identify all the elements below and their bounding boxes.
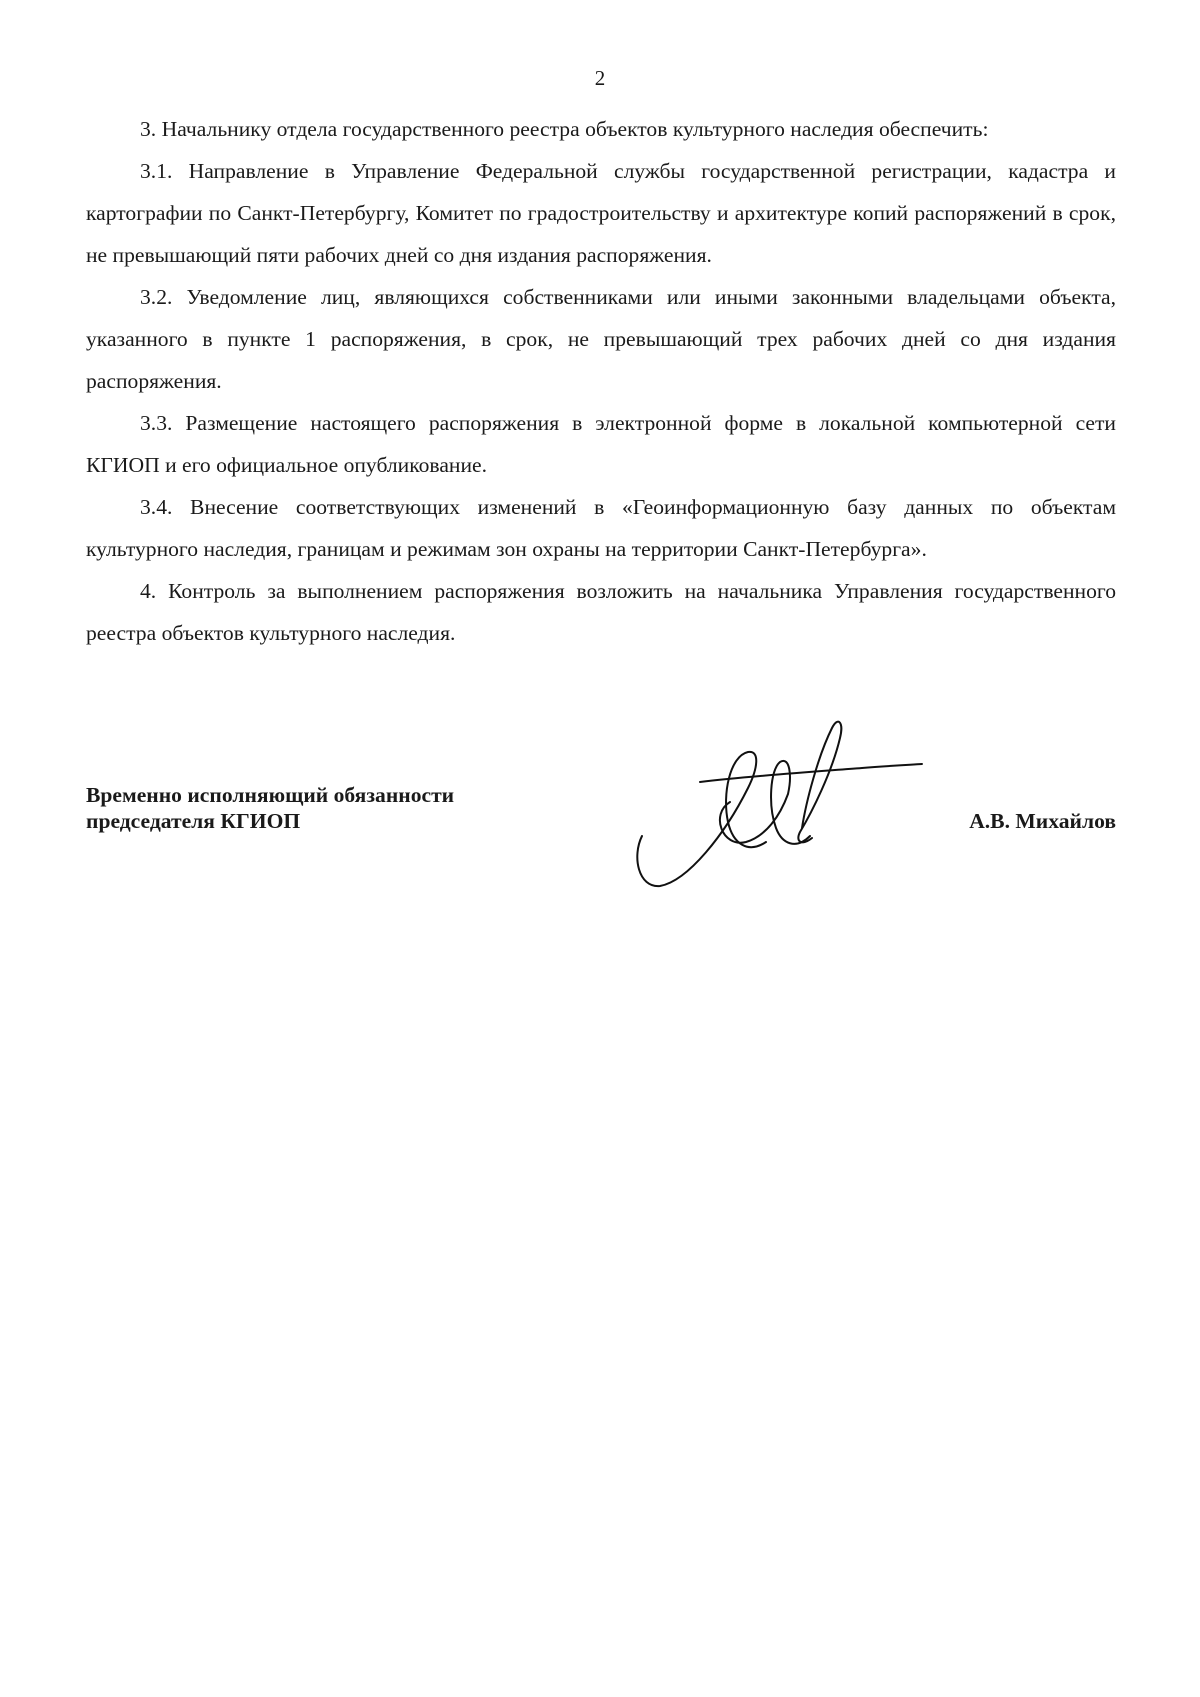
document-body <box>86 108 1116 654</box>
paragraph-4: 4. Контроль за выполнением распоряжения возложить на начальника Управления государственного реестра объектов культурного наследия. <box>86 579 1116 645</box>
paragraph-3-3: 3.3. Размещение настоящего распоряжения в электронной форме в локальной компьютерной сети КГИОП и его официальное опубликование. <box>86 411 1116 477</box>
handwritten-signature <box>630 716 940 891</box>
signatory-name: А.В. Михайлов <box>969 809 1116 833</box>
signatory-title-line1: Временно исполняющий обязанности <box>86 783 455 807</box>
signatory-title-line2: председателя КГИОП <box>86 809 301 833</box>
paragraph-3-2: 3.2. Уведомление лиц, являющихся собственниками или иными законными владельцами объекта, указанного в пункте 1 распоряжения, в срок, не превышающий трех рабочих дней со дня издания распоряжения. <box>86 285 1116 393</box>
paragraph-3-1: 3.1. Направление в Управление Федеральной службы государственной регистрации, кадастра и картографии по Санкт-Петербургу, Комитет по градостроительству и архитектуре копий распоряжений в срок, не превышающий пяти рабочих дней со дня издания распоряжения. <box>86 159 1116 267</box>
paragraph-3-4: 3.4. Внесение соответствующих изменений в «Геоинформационную базу данных по объектам культурного наследия, границам и режимам зон охраны на территории Санкт-Петербурга». <box>86 495 1116 561</box>
paragraph-3: 3. Начальнику отдела государственного реестра объектов культурного наследия обеспечить: <box>140 117 989 141</box>
signatory-title <box>86 782 454 834</box>
page-number: 2 <box>594 66 606 90</box>
